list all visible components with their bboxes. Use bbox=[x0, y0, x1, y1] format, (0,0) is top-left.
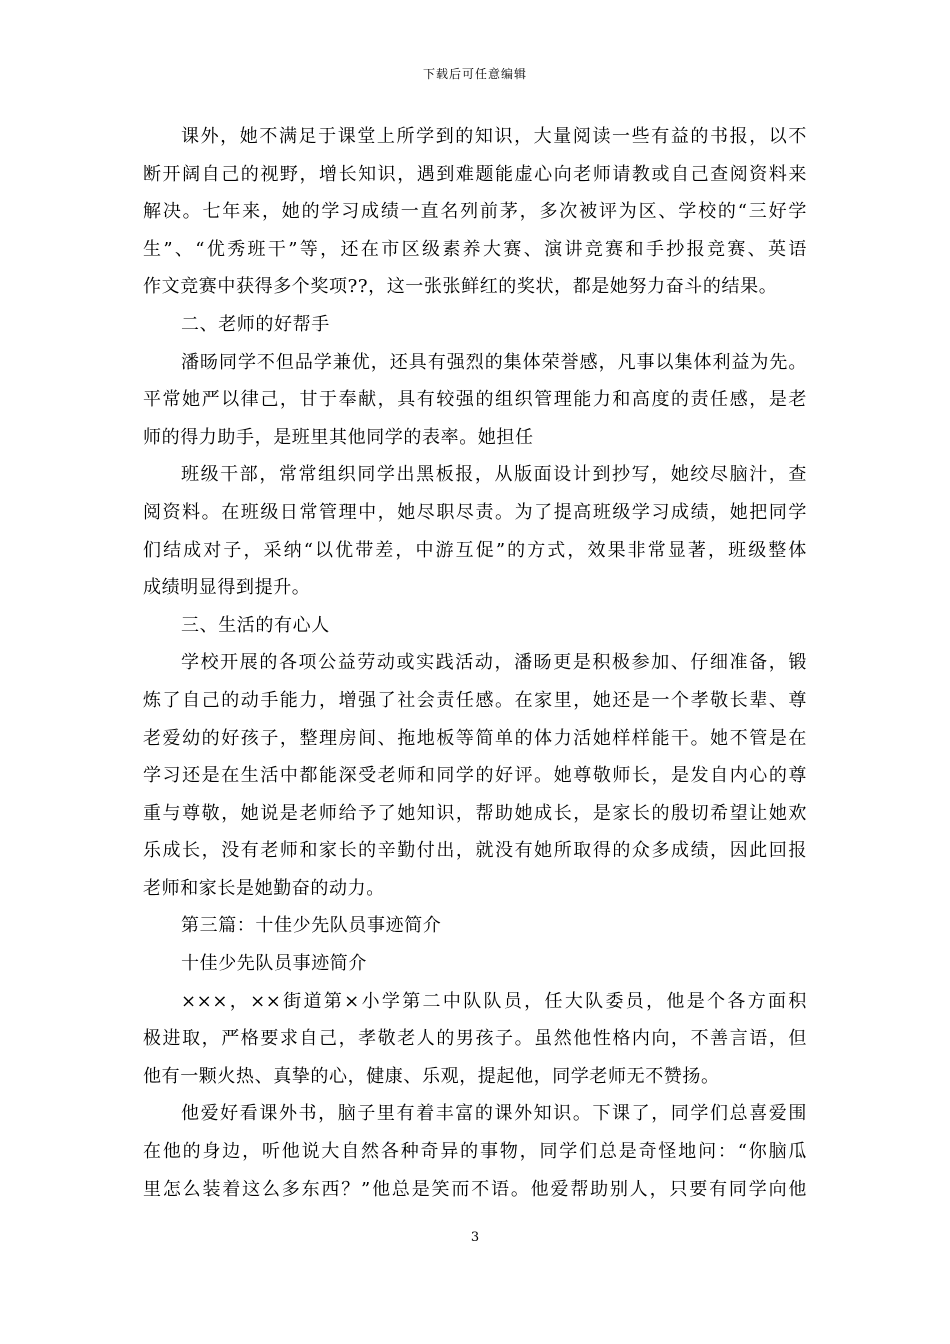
page-number: 3 bbox=[470, 1230, 480, 1245]
text-line: 极进取，严格要求自己，孝敬老人的男孩子。虽然他性格内向，不善言语，但 bbox=[143, 1028, 807, 1050]
page-header: 下载后可任意编辑 bbox=[422, 67, 527, 81]
text-line: 成绩明显得到提升。 bbox=[143, 577, 311, 599]
text-line: 班级干部，常常组织同学出黑板报，从版面设计到抄写，她绞尽脑汁，查 bbox=[181, 464, 807, 486]
text-line: 课外，她不满足于课堂上所学到的知识，大量阅读一些有益的书报，以不 bbox=[181, 126, 807, 147]
text-line: 解决。七年来，她的学习成绩一直名列前茅，多次被评为区、学校的“三好学 bbox=[143, 201, 807, 223]
text-line: 他爱好看课外书，脑子里有着丰富的课外知识。下课了，同学们总喜爱围 bbox=[181, 1103, 807, 1125]
text-line: 炼了自己的动手能力，增强了社会责任感。在家里，她还是一个孝敬长辈、尊 bbox=[143, 689, 807, 711]
text-line: 乐成长，没有老师和家长的辛勤付出，就没有她所取得的众多成绩，因此回报 bbox=[143, 840, 807, 862]
section-heading: 三、生活的有心人 bbox=[181, 614, 330, 636]
text-line: 学习还是在生活中都能深受老师和同学的好评。她尊敬师长，是发自内心的尊 bbox=[143, 765, 807, 787]
text-line: 潘旸同学不但品学兼优，还具有强烈的集体荣誉感，凡事以集体利益为先。 bbox=[181, 351, 807, 373]
text-line: 作文竞赛中获得多个奖项??，这一张张鲜红的奖状，都是她努力奋斗的结果。 bbox=[143, 276, 778, 298]
text-line: 生”、“优秀班干”等，还在市区级素养大赛、演讲竞赛和手抄报竞赛、英语 bbox=[143, 238, 807, 260]
text-line: 里怎么装着这么多东西？”他总是笑而不语。他爱帮助别人，只要有同学向他 bbox=[143, 1178, 807, 1200]
text-line: 断开阔自己的视野，增长知识，遇到难题能虚心向老师请教或自己查阅资料来 bbox=[143, 163, 807, 185]
text-line: 学校开展的各项公益劳动或实践活动，潘旸更是积极参加、仔细准备，锻 bbox=[181, 652, 807, 674]
section-heading: 二、老师的好帮手 bbox=[181, 313, 330, 335]
text-line: 老爱幼的好孩子，整理房间、拖地板等简单的体力活她样样能干。她不管是在 bbox=[143, 727, 807, 749]
text-line: 们结成对子，采纳“以优带差，中游互促”的方式，效果非常显著，班级整体 bbox=[143, 539, 807, 561]
text-line: 老师和家长是她勤奋的动力。 bbox=[143, 877, 385, 899]
text-line: 阅资料。在班级日常管理中，她尽职尽责。为了提高班级学习成绩，她把同学 bbox=[143, 501, 807, 523]
section-heading: 第三篇：十佳少先队员事迹简介 bbox=[181, 915, 442, 937]
section-heading: 十佳少先队员事迹简介 bbox=[181, 953, 367, 975]
text-line: 重与尊敬，她说是老师给予了她知识，帮助她成长，是家长的殷切希望让她欢 bbox=[143, 802, 807, 824]
text-line: 他有一颗火热、真挚的心，健康、乐观，提起他，同学老师无不赞扬。 bbox=[143, 1065, 720, 1087]
text-line: 在他的身边，听他说大自然各种奇异的事物，同学们总是奇怪地问：“你脑瓜 bbox=[143, 1141, 807, 1163]
text-line: 师的得力助手，是班里其他同学的表率。她担任 bbox=[143, 426, 534, 448]
text-line: 平常她严以律己，甘于奉献，具有较强的组织管理能力和高度的责任感，是老 bbox=[143, 389, 807, 411]
document-body bbox=[143, 118, 807, 1208]
text-line: ×××，××街道第×小学第二中队队员，任大队委员，他是个各方面积 bbox=[181, 990, 807, 1012]
